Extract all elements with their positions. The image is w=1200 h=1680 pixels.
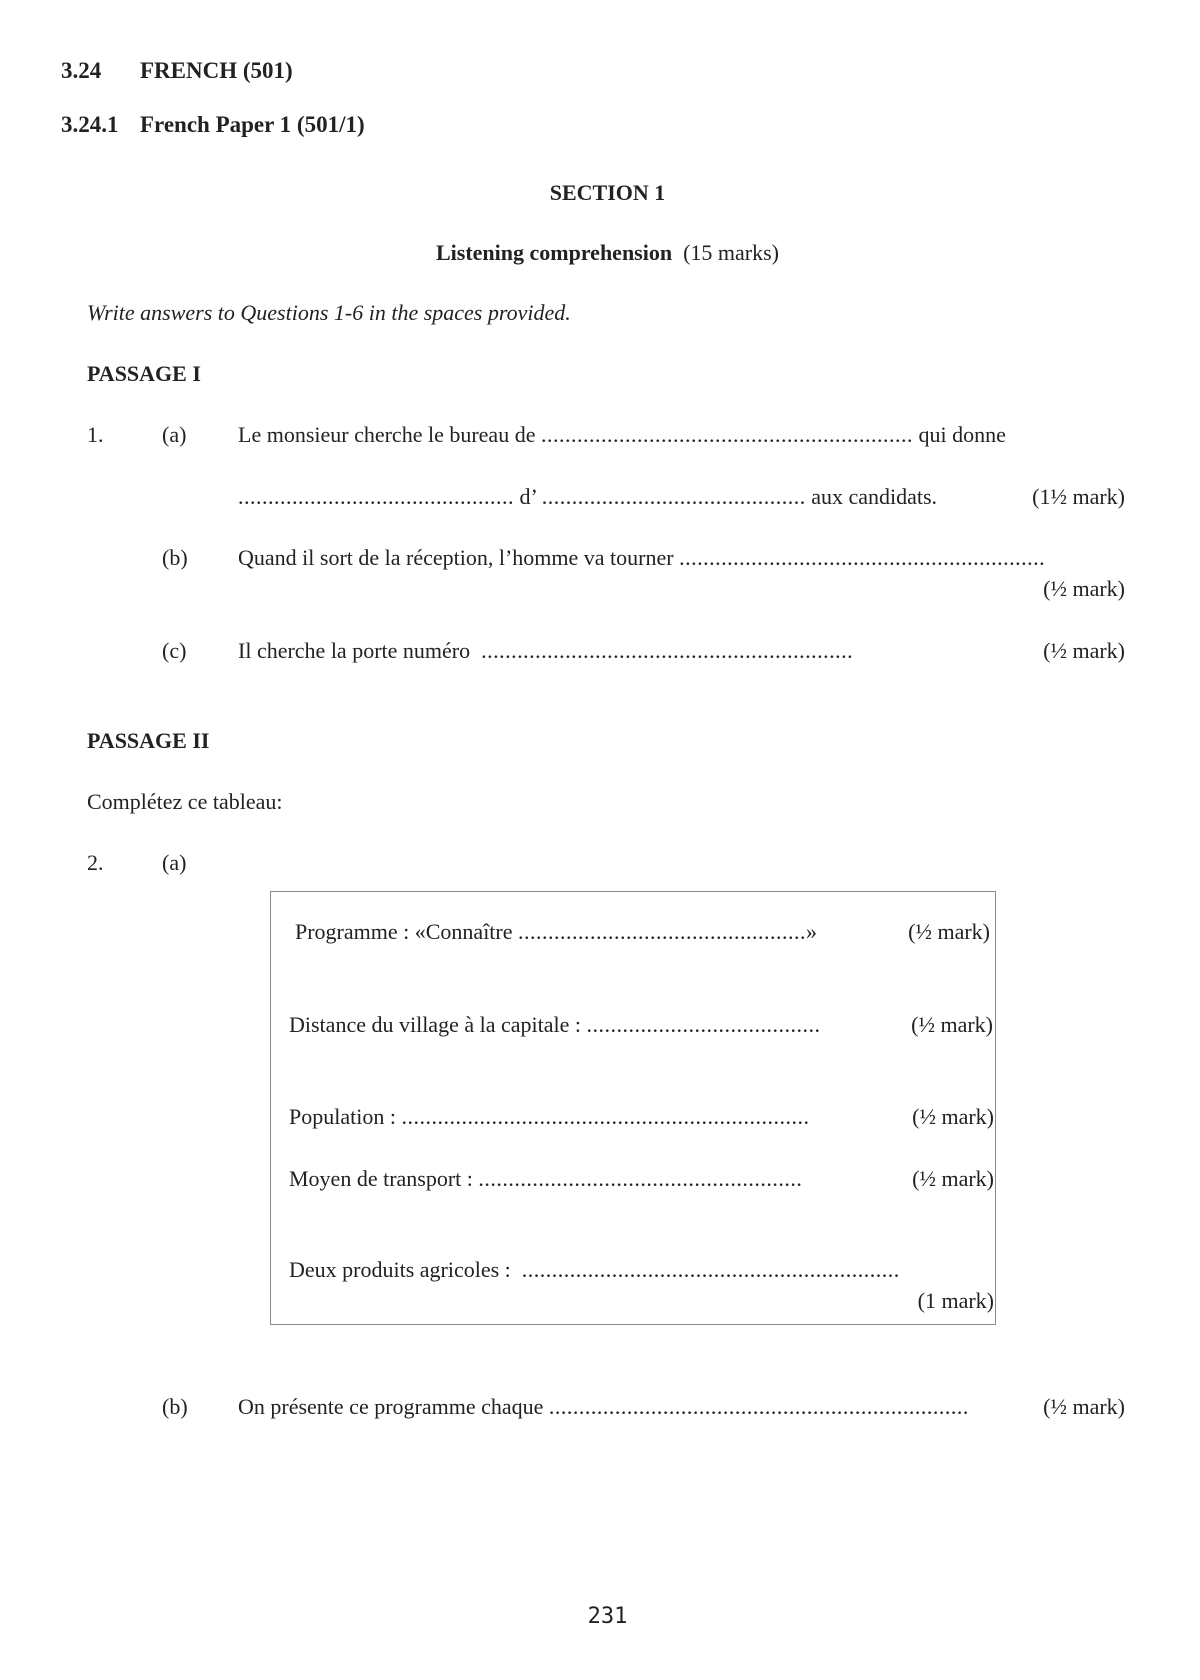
programme-end: » xyxy=(806,919,818,944)
answer-blank-distance[interactable]: ....................................... xyxy=(586,1012,821,1037)
answer-blank-1a-1[interactable]: .............................................................. xyxy=(540,422,913,447)
question-1a-end: qui donne xyxy=(918,422,1006,447)
question-1a-text: Le monsieur cherche le bureau de xyxy=(238,422,536,447)
question-1b-mark: (½ mark) xyxy=(1043,576,1125,601)
question-1a-label: (a) xyxy=(162,422,187,447)
question-1b-line xyxy=(238,545,1045,571)
answer-blank-1c[interactable]: .............................................................. xyxy=(481,638,854,663)
passage2-instruction: Complétez ce tableau: xyxy=(87,789,283,814)
question-2b-mark: (½ mark) xyxy=(1043,1394,1125,1419)
passage2-title: PASSAGE II xyxy=(87,728,210,753)
question-1a-line2-end: aux candidats. xyxy=(811,484,938,509)
table-row-transport xyxy=(289,1166,802,1192)
question-1a-line2 xyxy=(238,484,937,510)
question-1c-mark: (½ mark) xyxy=(1043,638,1125,663)
section-heading: SECTION 1 xyxy=(549,180,666,205)
question-1a-mark: (1½ mark) xyxy=(1032,484,1125,509)
population-label: Population : xyxy=(289,1104,396,1129)
distance-mark: (½ mark) xyxy=(911,1012,993,1037)
question-1a-line1 xyxy=(238,422,1006,448)
question-1a-mid: d’ xyxy=(519,484,537,509)
question-1b-text: Quand il sort de la réception, l’homme va tourner xyxy=(238,545,674,570)
question-2a-label: (a) xyxy=(162,850,187,875)
section-number: 3.24 xyxy=(61,58,102,83)
table-row-produits xyxy=(289,1257,900,1283)
instruction: Write answers to Questions 1-6 in the spaces provided. xyxy=(87,300,571,325)
table-row-population xyxy=(289,1104,809,1130)
table-row-distance xyxy=(289,1012,820,1038)
question-2b-line xyxy=(238,1394,969,1420)
population-mark: (½ mark) xyxy=(912,1104,994,1129)
section-subtitle-line xyxy=(0,240,1200,266)
question-1-number: 1. xyxy=(87,422,104,447)
answer-blank-population[interactable]: .................................................................... xyxy=(401,1104,810,1129)
question-2b-label: (b) xyxy=(162,1394,188,1419)
question-2b-text: On présente ce programme chaque xyxy=(238,1394,544,1419)
produits-mark: (1 mark) xyxy=(917,1288,994,1313)
answer-blank-1b[interactable]: ............................................................. xyxy=(679,545,1046,570)
page-number: 231 xyxy=(587,1604,628,1629)
transport-mark: (½ mark) xyxy=(912,1166,994,1191)
programme-mark: (½ mark) xyxy=(908,919,990,944)
produits-label: Deux produits agricoles : xyxy=(289,1257,511,1282)
answer-blank-1a-3[interactable]: ............................................ xyxy=(541,484,806,509)
section-marks: (15 marks) xyxy=(683,240,780,265)
answer-blank-1a-2[interactable]: .............................................. xyxy=(238,484,514,509)
section-subtitle: Listening comprehension xyxy=(435,240,673,265)
table-row-programme xyxy=(295,919,817,945)
answer-blank-transport[interactable]: ...................................................... xyxy=(478,1166,803,1191)
transport-label: Moyen de transport : xyxy=(289,1166,473,1191)
question-1b-label: (b) xyxy=(162,545,188,570)
question-1c-line xyxy=(238,638,853,664)
section-title: FRENCH (501) xyxy=(140,58,293,83)
programme-label: Programme : «Connaître xyxy=(295,919,513,944)
subsection-number: 3.24.1 xyxy=(61,112,119,137)
question-2-number: 2. xyxy=(87,850,104,875)
answer-blank-produits[interactable]: ............................................................... xyxy=(521,1257,900,1282)
answer-blank-programme[interactable]: ................................................ xyxy=(518,919,807,944)
question-1c-text: Il cherche la porte numéro xyxy=(238,638,471,663)
question-1c-label: (c) xyxy=(162,638,187,663)
subsection-title: French Paper 1 (501/1) xyxy=(140,112,365,137)
passage1-title: PASSAGE I xyxy=(87,361,201,386)
answer-blank-2b[interactable]: ...................................................................... xyxy=(548,1394,969,1419)
distance-label: Distance du village à la capitale : xyxy=(289,1012,581,1037)
